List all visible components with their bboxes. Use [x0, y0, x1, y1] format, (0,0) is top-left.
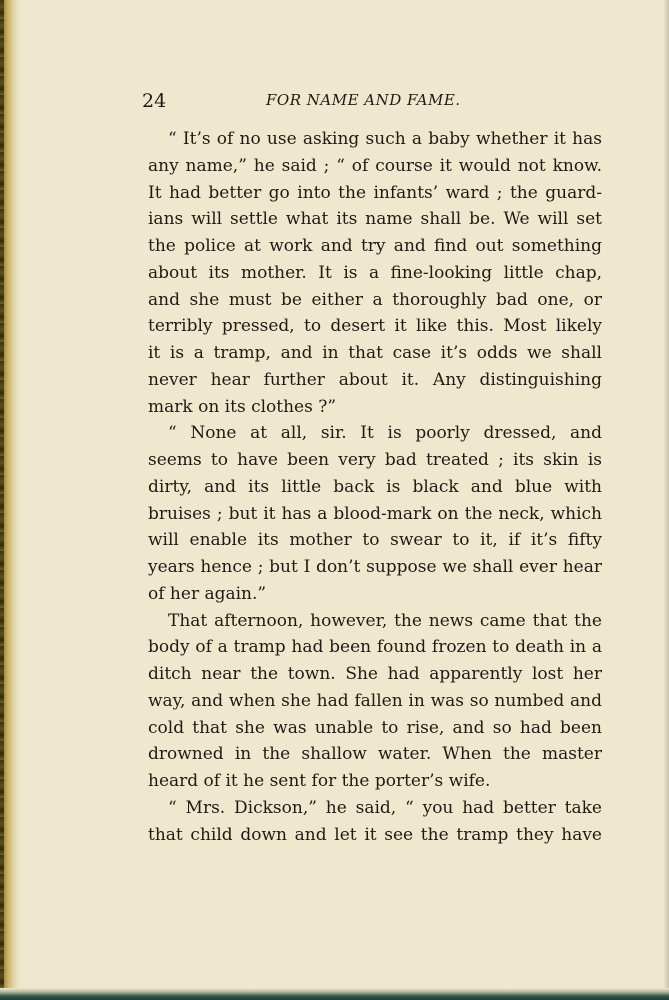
text-line: That afternoon, however, the news came that the — [168, 610, 602, 631]
text-line: It had better go into the infants’ ward ; the guard- — [148, 182, 602, 203]
text-line: “ None at all, sir. It is poorly dressed, and — [168, 423, 602, 444]
text-line: heard of it he sent for the porter’s wife. — [148, 771, 491, 791]
text-line: of her again.” — [148, 583, 267, 604]
text-line: any name,” he said ; “ of course it would not know. — [148, 155, 602, 176]
text-line: body of a tramp had been found frozen to death in a — [148, 637, 602, 658]
text-line: cold that she was unable to rise, and so had been — [148, 717, 602, 738]
text-line: dirty, and its little back is black and blue with — [148, 476, 602, 497]
text-line: “ Mrs. Dickson,” he said, “ you had better take — [168, 797, 602, 818]
text-line: the police at work and try and find out something — [148, 236, 602, 256]
text-line: years hence ; but I don’t suppose we shall ever hear — [148, 557, 602, 577]
text-line: will enable its mother to swear to it, if it’s fifty — [148, 530, 602, 551]
text-line: ditch near the town. She had apparently lost her — [148, 664, 602, 684]
page-header — [142, 90, 602, 114]
body-text — [148, 126, 602, 848]
text-line: that child down and let it see the tramp they have — [148, 824, 602, 845]
text-line: never hear further about it. Any distinguishing — [148, 369, 602, 390]
text-line: ians will settle what its name shall be. We will set — [148, 209, 602, 230]
text-line: bruises ; but it has a blood-mark on the neck, which — [148, 503, 602, 524]
page-number: 24 — [142, 90, 167, 112]
page-edge-shadow — [663, 0, 669, 1000]
text-line: way, and when she had fallen in was so numbed and — [148, 690, 602, 711]
text-line: drowned in the shallow water. When the master — [148, 744, 602, 765]
text-line: seems to have been very bad treated ; its skin is — [148, 450, 602, 470]
text-line: mark on its clothes ?” — [148, 396, 337, 417]
text-line: terribly pressed, to desert it like this. Most likely — [148, 316, 602, 337]
book-spine-shadow — [0, 0, 4, 1000]
book-cover-bottom-edge — [0, 988, 669, 1000]
text-line: about its mother. It is a fine-looking little chap, — [148, 262, 602, 283]
text-line: “ It’s of no use asking such a baby whether it has — [168, 129, 602, 149]
text-line: it is a tramp, and in that case it’s odds we shall — [148, 343, 602, 363]
running-title: FOR NAME AND FAME. — [266, 91, 461, 109]
text-line: and she must be either a thoroughly bad one, or — [148, 289, 602, 310]
